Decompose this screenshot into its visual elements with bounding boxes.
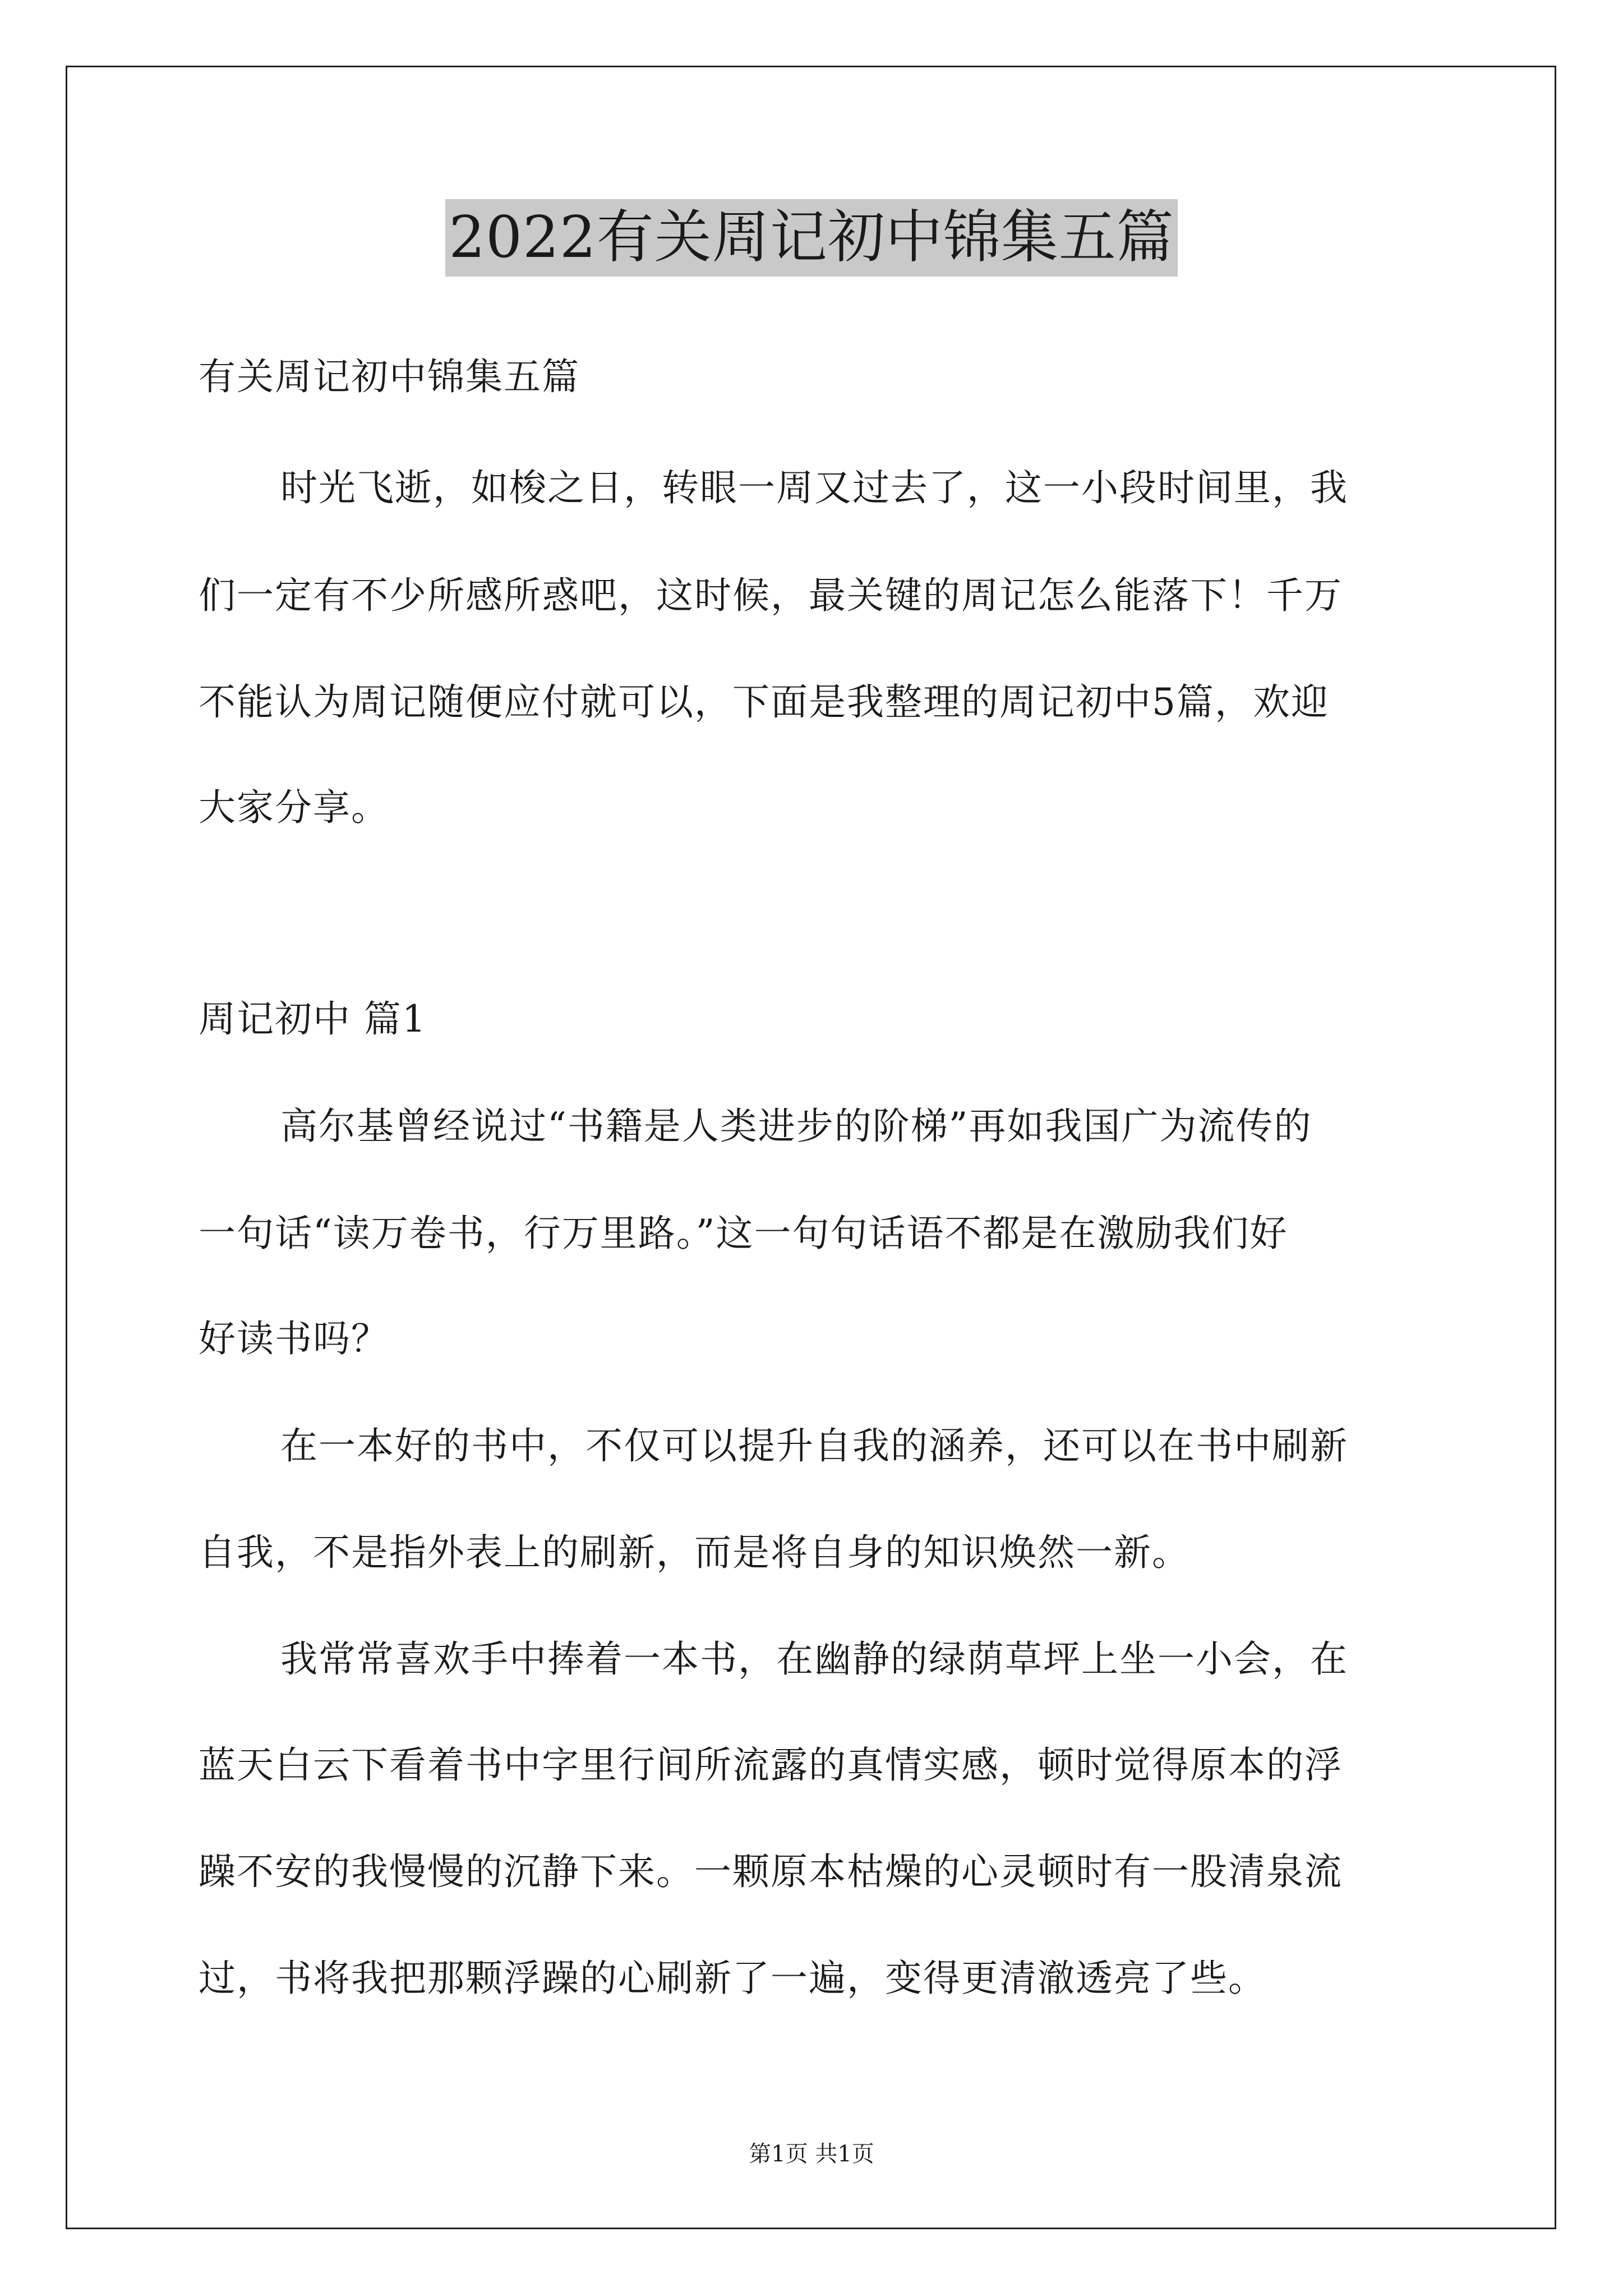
paragraph-line: 自我，不是指外表上的刷新，而是将自身的知识焕然一新。: [199, 1531, 1190, 1574]
paragraph-line: 一句话“读万卷书，行万里路。”这一句句话语不都是在激励我们好: [199, 1212, 1288, 1255]
document-title: 2022有关周记初中锦集五篇: [445, 199, 1178, 277]
intro-line: 们一定有不少所感所惑吧，这时候，最关键的周记怎么能落下！千万: [199, 574, 1343, 617]
paragraph-line: 在一本好的书中，不仅可以提升自我的涵养，还可以在书中刷新: [280, 1424, 1348, 1467]
intro-line: 时光飞逝，如梭之日，转眼一周又过去了，这一小段时间里，我: [280, 466, 1348, 509]
document-subtitle: 有关周记初中锦集五篇: [199, 355, 580, 398]
paragraph-line: 好读书吗？: [199, 1317, 389, 1360]
paragraph-line: 我常常喜欢手中捧着一本书，在幽静的绿荫草坪上坐一小会，在: [280, 1637, 1348, 1681]
section-heading: 周记初中 篇1: [199, 997, 427, 1041]
intro-line: 不能认为周记随便应付就可以，下面是我整理的周记初中5篇，欢迎: [199, 680, 1329, 724]
paragraph-line: 蓝天白云下看着书中字里行间所流露的真情实感，顿时觉得原本的浮: [199, 1743, 1343, 1787]
page-footer: 第1页 共1页: [749, 2141, 874, 2167]
paragraph-line: 高尔基曾经说过“书籍是人类进步的阶梯”再如我国广为流传的: [280, 1105, 1312, 1148]
title-container: [0, 199, 1623, 277]
paragraph-line: 过，书将我把那颗浮躁的心刷新了一遍，变得更清澈透亮了些。: [199, 1957, 1266, 2000]
paragraph-line: 躁不安的我慢慢的沉静下来。一颗原本枯燥的心灵顿时有一股清泉流: [199, 1850, 1343, 1893]
intro-line: 大家分享。: [199, 786, 389, 829]
